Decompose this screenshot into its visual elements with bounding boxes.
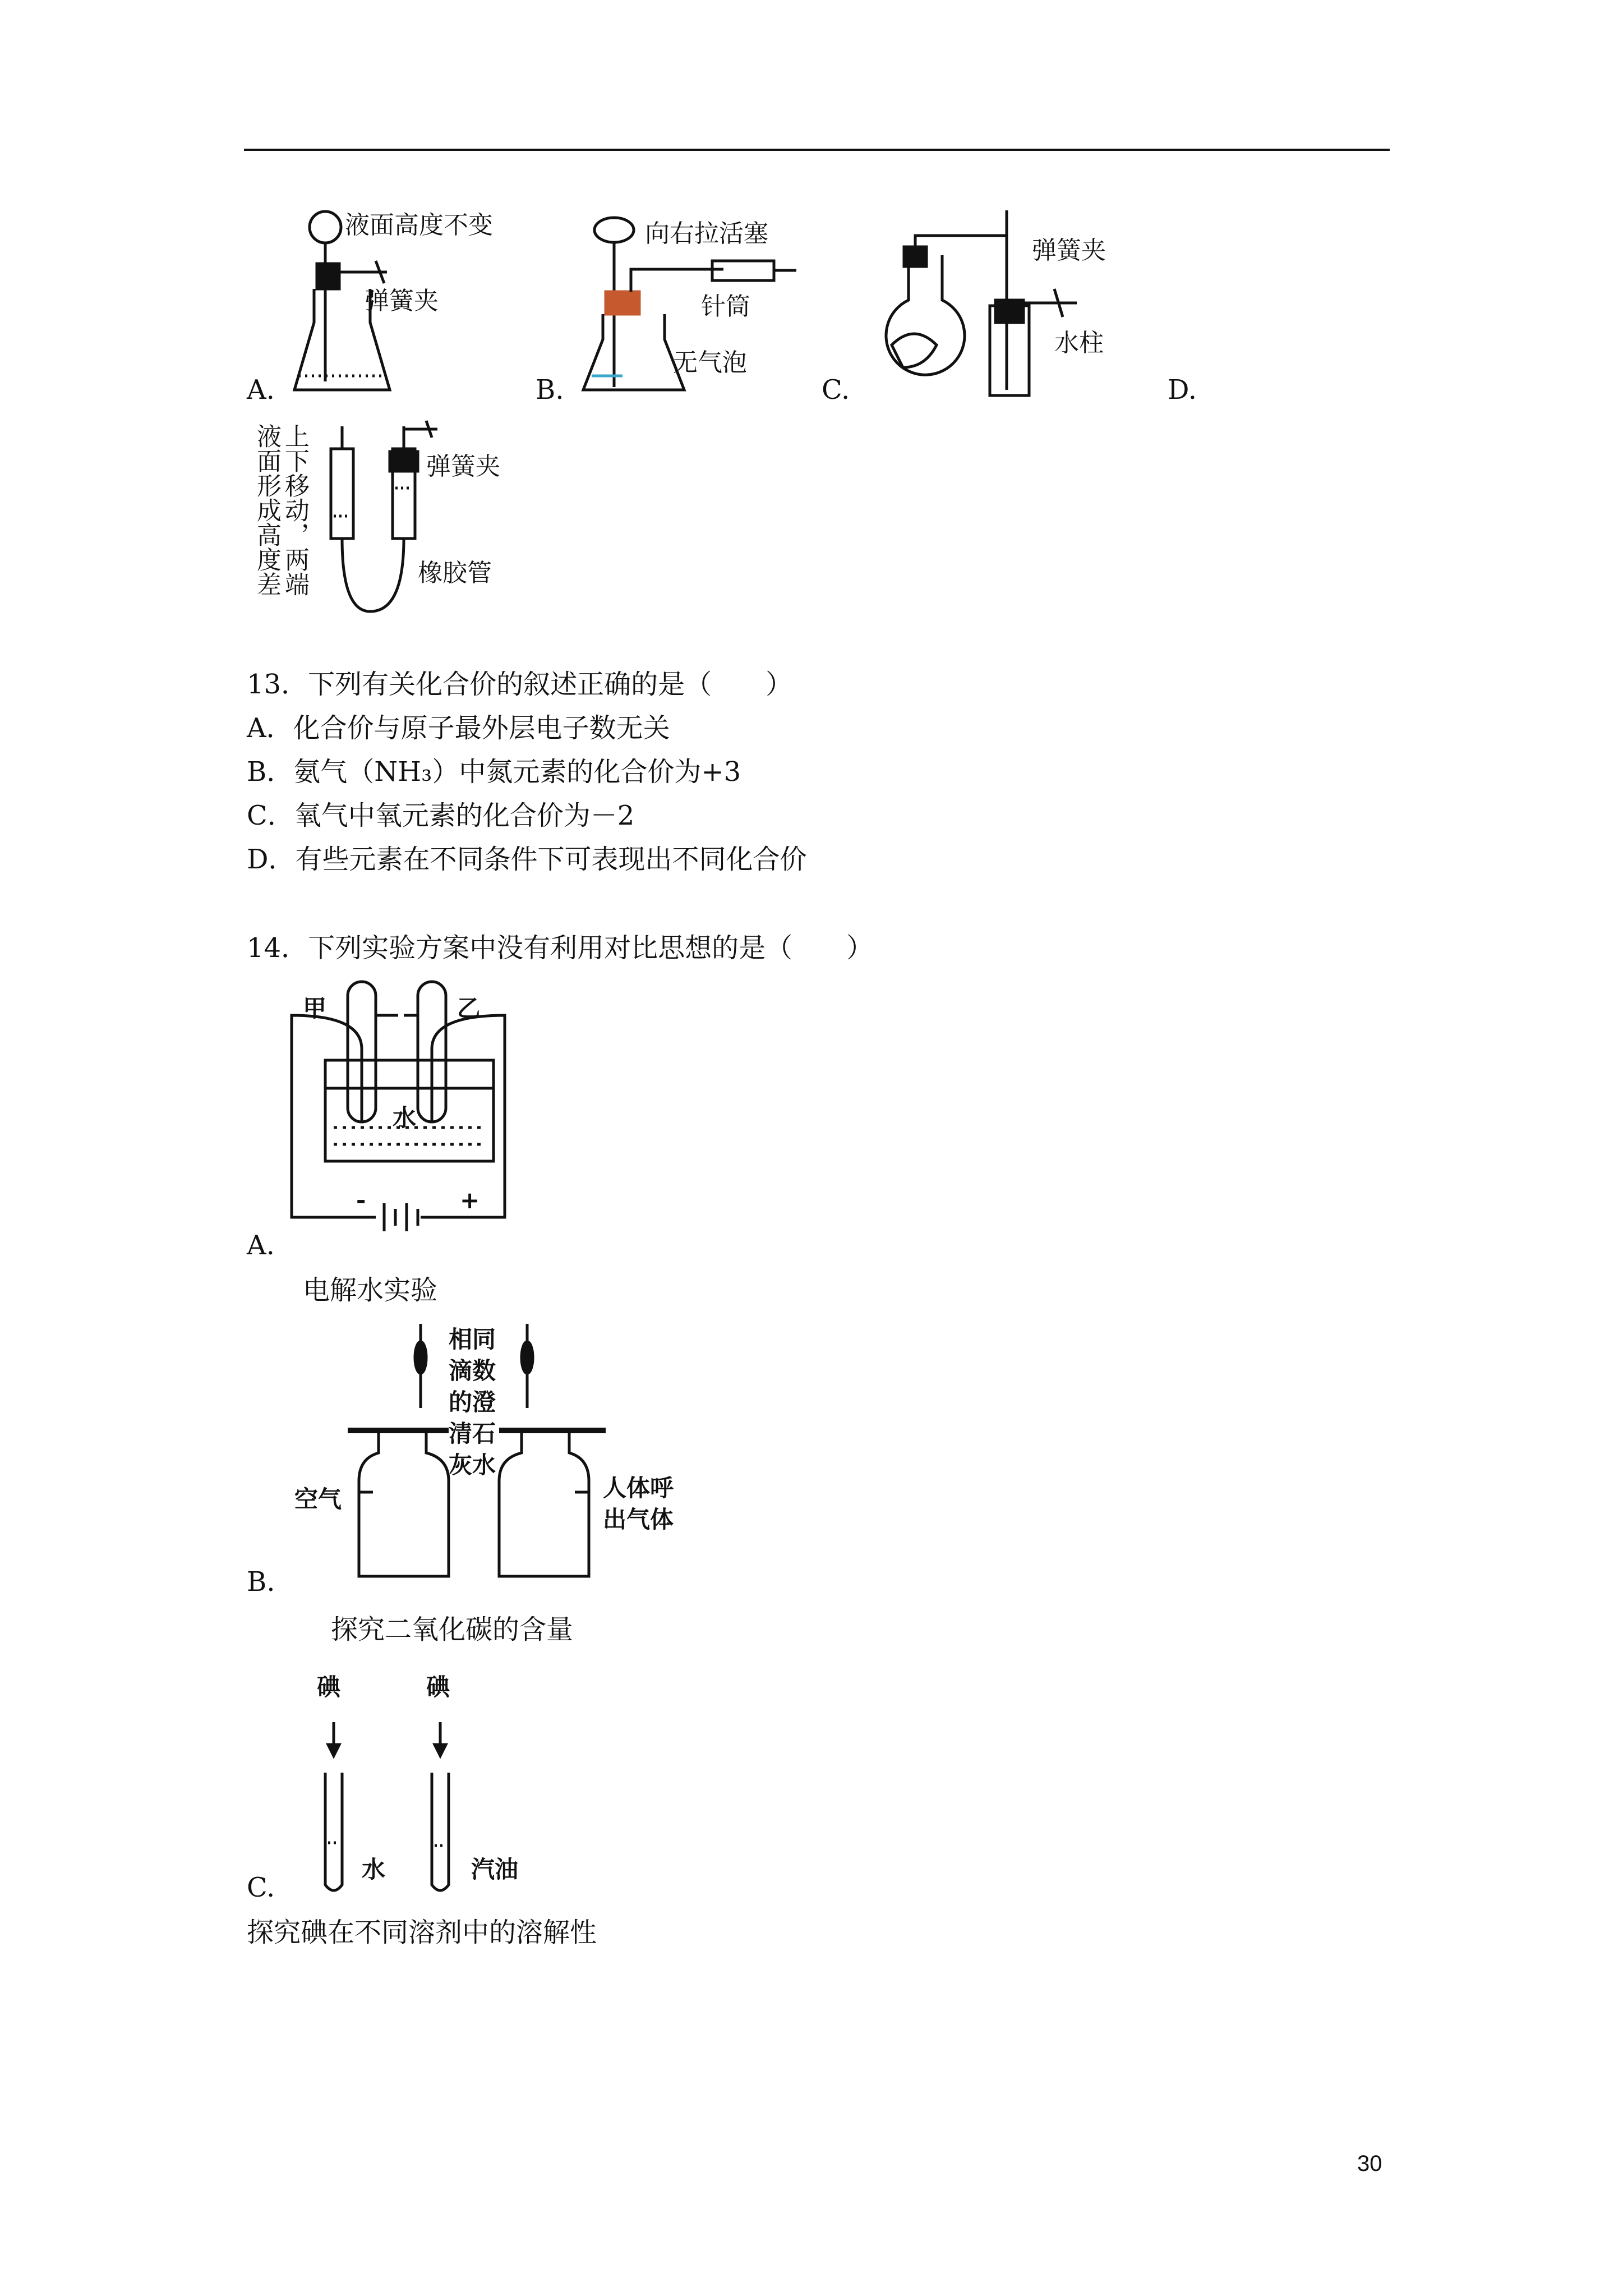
q14-option-b-label: B.: [247, 1566, 275, 1598]
fig-tubes-label-gasoline: 汽油: [471, 1856, 519, 1883]
fig-bottles-label-air: 空气: [294, 1485, 342, 1513]
q14-option-b-caption: 探究二氧化碳的含量: [331, 1614, 574, 1645]
q14-stem: 14．下列实验方案中没有利用对比思想的是（ ）: [247, 932, 874, 964]
q14-option-a-label: A.: [247, 1230, 275, 1261]
fig-electrolysis-label-plus: +: [460, 1186, 480, 1214]
q13-option-c: C．氧气中氧元素的化合价为－2: [247, 800, 635, 831]
fig-electrolysis-label-water: 水: [393, 1104, 417, 1131]
figure-c-hand-flask-apparatus: [892, 210, 1161, 401]
fig-d-label-clip: 弹簧夹: [426, 452, 500, 481]
fig-electrolysis-label-minus: -: [356, 1186, 366, 1214]
fig-electrolysis-label-right: 乙: [457, 995, 481, 1022]
fig-c-label-column: 水柱: [1054, 329, 1104, 357]
fig-d-vertical-text: 上下移动，两端液面形成高度差: [252, 424, 309, 596]
fig-bottles-label-exhaled: 人体呼出气体: [603, 1474, 674, 1533]
fig-electrolysis-label-left: 甲: [303, 995, 327, 1022]
q13-option-d: D．有些元素在不同条件下可表现出不同化合价: [247, 844, 807, 875]
q14-option-c-label: C.: [247, 1872, 275, 1903]
q13-option-a: A．化合价与原子最外层电子数无关: [247, 712, 670, 744]
fig-a-option-label: A.: [247, 374, 275, 406]
fig-bottles-label-dropper: 相同滴数的澄清石灰水: [449, 1326, 496, 1479]
fig-a-label-clip: 弹簧夹: [365, 287, 439, 315]
q13-option-b: B．氨气（NH₃）中氮元素的化合价为+3: [247, 756, 741, 788]
page-number: 30: [1357, 2151, 1382, 2176]
fig-d-label-tube: 橡胶管: [418, 559, 492, 587]
fig-d-option-label: D.: [1168, 374, 1197, 406]
q13-stem: 13．下列有关化合价的叙述正确的是（ ）: [247, 669, 793, 700]
q14-option-c-caption: 探究碘在不同溶剂中的溶解性: [247, 1917, 597, 1948]
fig-b-label-top: 向右拉活塞: [645, 219, 768, 248]
fig-b-option-label: B.: [536, 374, 564, 406]
header-rule: [244, 149, 1390, 151]
fig-a-label-top: 液面高度不变: [345, 211, 493, 240]
fig-b-label-bubble: 无气泡: [673, 348, 747, 377]
fig-c-label-clip: 弹簧夹: [1032, 236, 1106, 265]
fig-c-option-label: C.: [822, 374, 850, 406]
fig-tubes-label-iodine-left: 碘: [317, 1673, 341, 1701]
q14-option-a-caption: 电解水实验: [303, 1274, 438, 1306]
fig-b-label-syringe: 针筒: [701, 292, 750, 321]
figure-test-tubes-apparatus: [314, 1711, 460, 1902]
fig-tubes-label-water: 水: [362, 1856, 386, 1883]
fig-tubes-label-iodine-right: 碘: [426, 1673, 450, 1701]
